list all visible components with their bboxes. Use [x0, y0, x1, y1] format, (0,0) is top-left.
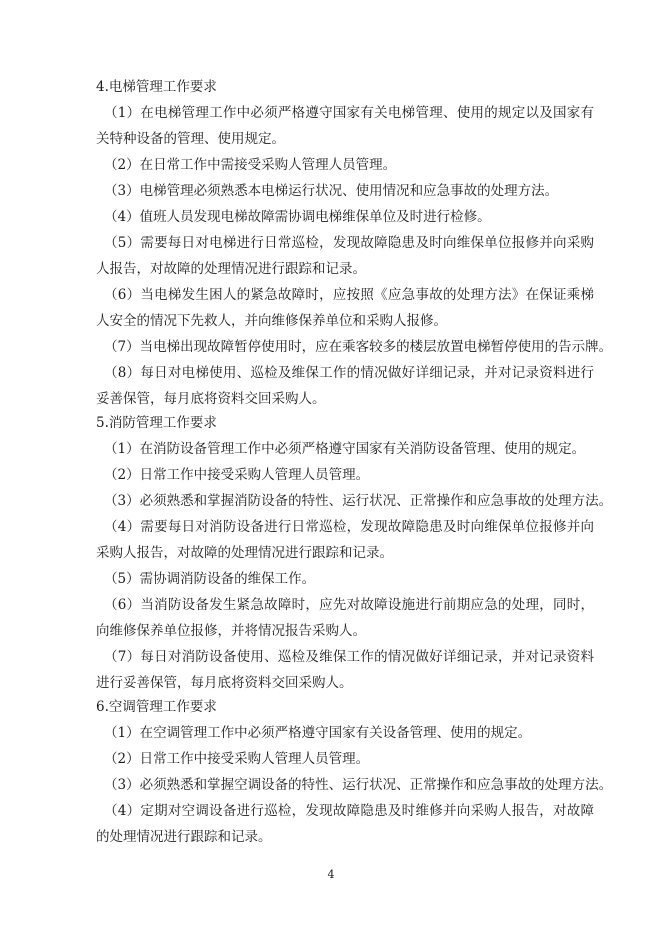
paragraph: （7）当电梯出现故障暂停使用时，应在乘客较多的楼层放置电梯暂停使用的告示牌。	[104, 339, 613, 355]
paragraph: （3）必须熟悉和掌握消防设备的特性、运行状况、正常操作和应急事故的处理方法。	[104, 493, 613, 509]
paragraph: （1）在电梯管理工作中必须严格遵守国家有关电梯管理、使用的规定以及国家有关特种设备的管理、使用规定。	[96, 105, 594, 147]
paragraph: （1）在消防设备管理工作中必须严格遵守国家有关消防设备管理、使用的规定。	[104, 441, 586, 457]
section-heading-air-conditioning: 6.空调管理工作要求	[96, 699, 217, 715]
page-number: 4	[327, 868, 335, 881]
paragraph: （6）当电梯发生困人的紧急故障时，应按照《应急事故的处理方法》在保证乘梯人安全的情况下先救人，并向维修保养单位和采购人报修。	[96, 287, 594, 329]
paragraph: （5）需协调消防设备的维保工作。	[104, 571, 316, 587]
paragraph: （7）每日对消防设备使用、巡检及维保工作的情况做好详细记录，并对记录资料进行妥善保管，每月底将资料交回采购人。	[96, 649, 594, 691]
paragraph: （6）当消防设备发生紧急故障时，应先对故障设施进行前期应急的处理，同时，向维修保养单位报修，并将情况报告采购人。	[96, 597, 594, 639]
paragraph: （2）在日常工作中需接受采购人管理人员管理。	[104, 157, 397, 173]
document-body	[96, 76, 613, 850]
paragraph: （8）每日对电梯使用、巡检及维保工作的情况做好详细记录，并对记录资料进行妥善保管，每月底将资料交回采购人。	[96, 365, 594, 407]
paragraph: （3）必须熟悉和掌握空调设备的特性、运行状况、正常操作和应急事故的处理方法。	[104, 777, 613, 793]
paragraph: （3）电梯管理必须熟悉本电梯运行状况、使用情况和应急事故的处理方法。	[104, 183, 559, 199]
section-heading-elevator: 4.电梯管理工作要求	[96, 79, 217, 95]
paragraph: （2）日常工作中接受采购人管理人员管理。	[104, 467, 370, 483]
paragraph: （4）需要每日对消防设备进行日常巡检，发现故障隐患及时向维保单位报修并向采购人报告，对故障的处理情况进行跟踪和记录。	[96, 519, 594, 561]
paragraph: （4）值班人员发现电梯故障需协调电梯维保单位及时进行检修。	[104, 209, 491, 225]
paragraph: （5）需要每日对电梯进行日常巡检，发现故障隐患及时向维保单位报修并向采购人报告，对故障的处理情况进行跟踪和记录。	[96, 235, 594, 277]
paragraph: （2）日常工作中接受采购人管理人员管理。	[104, 751, 370, 767]
paragraph: （1）在空调管理工作中必须严格遵守国家有关设备管理、使用的规定。	[104, 725, 532, 741]
section-heading-fire: 5.消防管理工作要求	[96, 415, 217, 431]
paragraph: （4）定期对空调设备进行巡检，发现故障隐患及时维修并向采购人报告，对故障的处理情况进行跟踪和记录。	[96, 803, 594, 845]
